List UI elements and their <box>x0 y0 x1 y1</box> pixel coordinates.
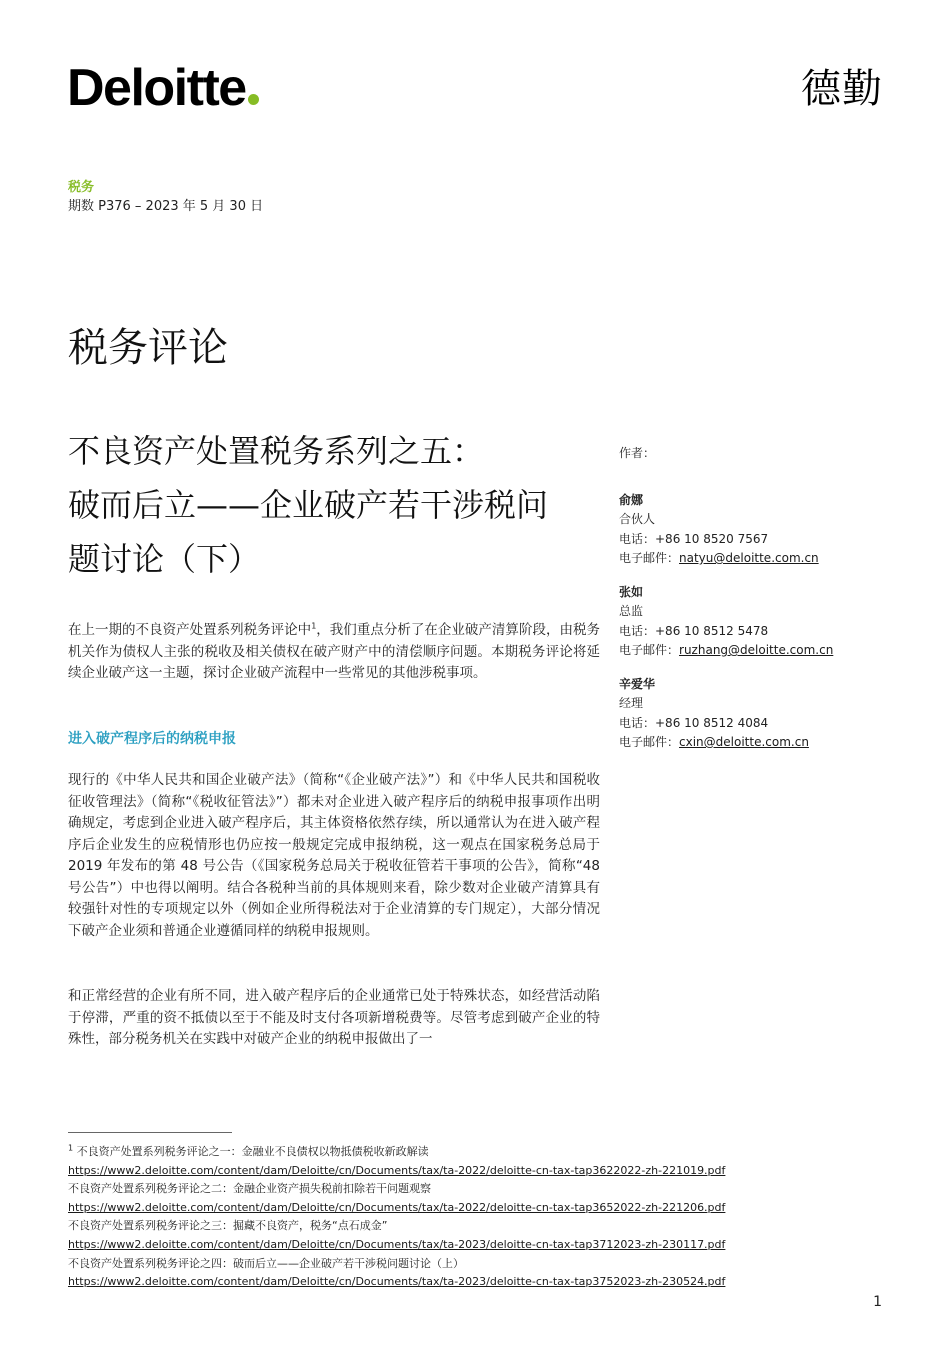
authors-label: 作者： <box>619 446 656 460</box>
intro-text-end: ，我们重点分析了在企业破产清算阶段，由税务机关作为债权人主张的税收及相关债权在破产财产中的清偿顺序问题。本期税务评论将延续企业破产这一主题，探讨企业破产流程中一些常见的其他涉税事项。 <box>68 622 600 681</box>
headline-line-1: 不良资产处置税务系列之五： <box>68 432 485 470</box>
section-heading: 进入破产程序后的纳税申报 <box>68 731 236 747</box>
deloitte-logo-chinese: 德勤 <box>801 66 883 112</box>
footnote-ref[interactable]: 1 <box>311 621 317 631</box>
intro-paragraph <box>68 620 600 685</box>
footnote-divider <box>68 1132 232 1133</box>
email-label: 电子邮件： <box>619 643 680 657</box>
intro-text-start: 在上一期的不良资产处置系列税务评论中 <box>68 622 312 638</box>
issue-date: 期数 P376 – 2023 年 5 月 30 日 <box>68 199 264 214</box>
page-number: 1 <box>873 1294 882 1310</box>
footnote-link[interactable]: https://www2.deloitte.com/content/dam/Deloitte/cn/Documents/tax/ta-2023/deloitte-cn-tax-tap3712023-zh-230117.pdf <box>68 1237 726 1251</box>
author-email-link[interactable]: ruzhang@deloitte.com.cn <box>679 643 834 657</box>
footnote-link[interactable]: https://www2.deloitte.com/content/dam/Deloitte/cn/Documents/tax/ta-2022/deloitte-cn-tax-tap3622022-zh-221019.pdf <box>68 1163 726 1177</box>
author-card <box>619 583 899 661</box>
footnotes <box>68 1143 768 1292</box>
authors-sidebar <box>619 444 899 767</box>
author-card <box>619 675 899 753</box>
author-card <box>619 491 899 569</box>
email-label: 电子邮件： <box>619 735 680 749</box>
deloitte-logo <box>67 58 259 118</box>
footnote-title: 不良资产处置系列税务评论之二：金融企业资产损失税前扣除若干问题观察 <box>68 1182 431 1196</box>
author-email-link[interactable]: cxin@deloitte.com.cn <box>679 735 809 749</box>
author-email-link[interactable]: natyu@deloitte.com.cn <box>679 551 819 565</box>
footnote-link[interactable]: https://www2.deloitte.com/content/dam/Deloitte/cn/Documents/tax/ta-2022/deloitte-cn-tax-tap3652022-zh-221206.pdf <box>68 1200 726 1214</box>
author-name: 俞娜 <box>619 492 644 507</box>
headline-line-3: 题讨论（下） <box>68 540 261 578</box>
email-label: 电子邮件： <box>619 551 680 565</box>
footnote-link[interactable]: https://www2.deloitte.com/content/dam/Deloitte/cn/Documents/tax/ta-2023/deloitte-cn-tax-tap3752023-zh-230524.pdf <box>68 1275 726 1289</box>
footnote-title: $^1$ 不良资产处置系列税务评论之一：金融业不良债权以物抵债税收新政解读 <box>68 1143 429 1158</box>
author-name: 辛爱华 <box>619 676 656 691</box>
footnote-number: 1 <box>68 1143 74 1153</box>
document-title: 税务评论 <box>68 325 228 371</box>
headline-line-2: 破而后立——企业破产若干涉税问 <box>68 486 549 524</box>
category-label: 税务 <box>68 180 95 195</box>
author-role: 合伙人 <box>619 512 656 526</box>
article-headline <box>68 424 608 586</box>
author-name: 张如 <box>619 584 644 599</box>
author-email-row <box>619 733 899 753</box>
author-email-row <box>619 549 899 569</box>
author-role: 经理 <box>619 696 644 710</box>
body-paragraph: 和正常经营的企业有所不同，进入破产程序后的企业通常已处于特殊状态，如经营活动陷于停滞，严重的资不抵债以至于不能及时支付各项新增税费等。尽管考虑到破产企业的特殊性，部分税务机关在实践中对破产企业的纳税申报做出了一 <box>68 988 600 1047</box>
author-phone: 电话：+86 10 8520 7567 <box>619 531 769 546</box>
logo-text: Deloitte <box>67 59 246 117</box>
author-email-row <box>619 641 899 661</box>
body-paragraph: 现行的《中华人民共和国企业破产法》（简称“《企业破产法》”）和《中华人民共和国税收征收管理法》（简称“《税收征管法》”）都未对企业进入破产程序后的纳税申报事项作出明确规定，考虑到企业进入破产程序后，其主体资格依然存续，所以通常认为在进入破产程序后企业发生的应税情形也仍应按一般规定完成申报纳税，这一观点在国家税务总局于 2019 年发布的第 48 号公告（《国家税务总局关于税收征管若干事项的公告》，简称“48 号公告”）中也得以阐明。结合各税种当前的具体规则来看，除少数对企业破产清算具有较强针对性的专项规定以外（例如企业所得税法对于企业清算的专门规定），大部分情况下破产企业须和普通企业遵循同样的纳税申报规则。 <box>68 772 600 939</box>
footnote-title: 不良资产处置系列税务评论之三：掘藏不良资产，税务“点石成金” <box>68 1219 388 1233</box>
logo-green-dot <box>248 94 259 105</box>
author-role: 总监 <box>619 604 644 618</box>
footnote-title: 不良资产处置系列税务评论之四：破而后立——企业破产若干涉税问题讨论（上） <box>68 1256 464 1270</box>
author-phone: 电话：+86 10 8512 5478 <box>619 623 769 638</box>
author-phone: 电话：+86 10 8512 4084 <box>619 715 769 730</box>
